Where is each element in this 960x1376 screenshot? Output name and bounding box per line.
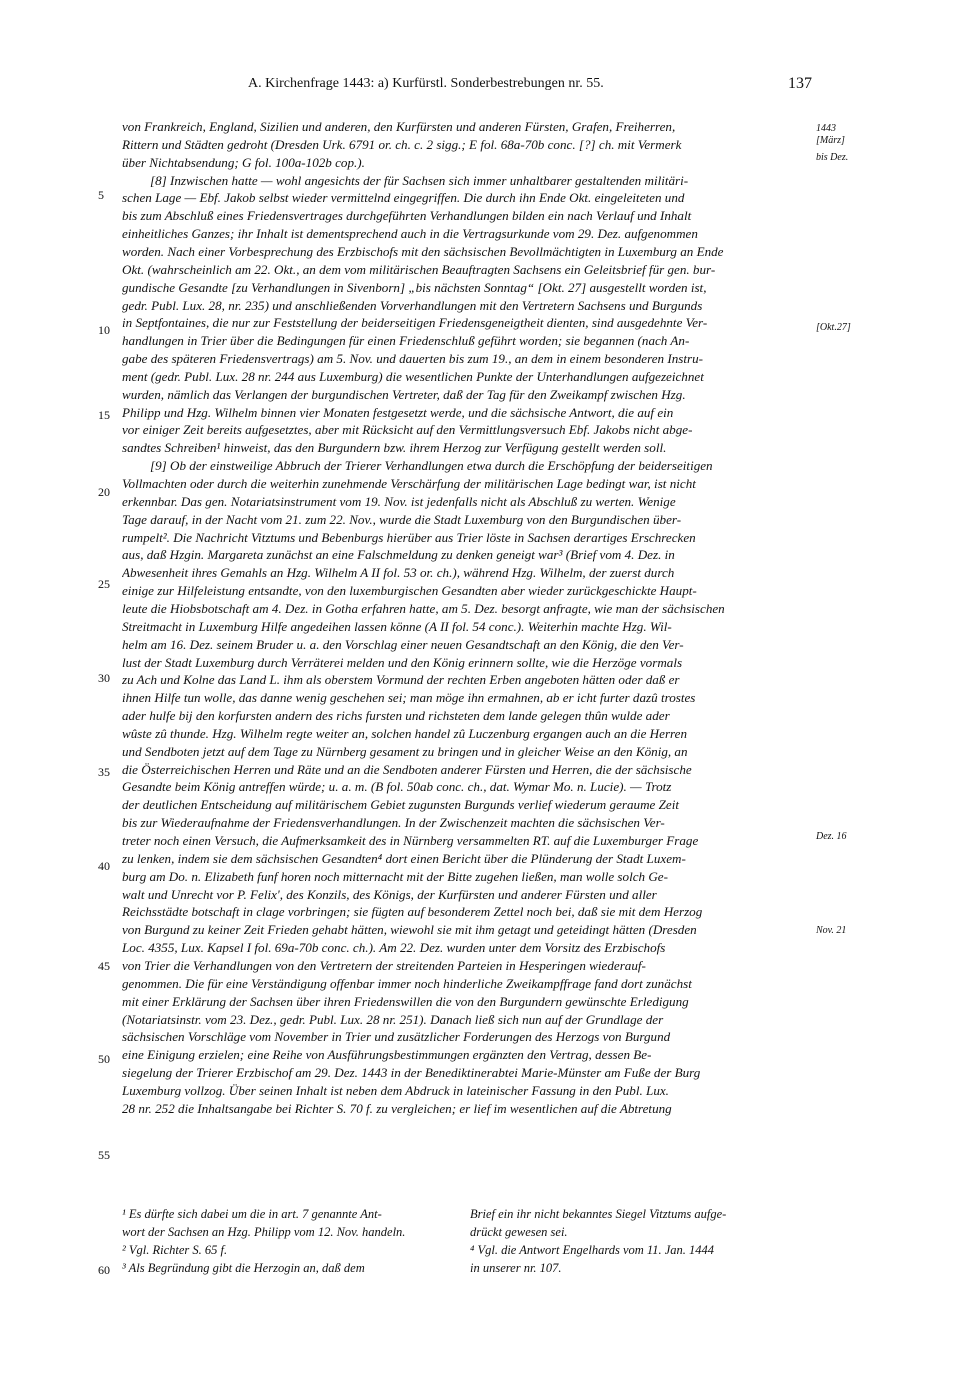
body-line: sandtes Schreiben¹ hinweist, das den Burgundern bzw. ihrem Herzog zur Verfügung gestellt werden soll. — [122, 440, 667, 456]
body-line: über Nichtabsendung; G fol. 100a-102b cop.). — [122, 154, 365, 170]
line-number: 15 — [98, 408, 110, 422]
margin-note-bis-dez: bis Dez. — [816, 152, 849, 163]
line-number: 5 — [98, 188, 104, 202]
body-line: die Österreichischen Herren und Räte und an die Sendboten anderer Fürsten und Herren, die der sächsische — [122, 761, 692, 777]
body-line: 28 nr. 252 die Inhaltsangabe bei Richter S. 70 f. zu vergleichen; er lief im wesentlichen auf die Abtretung — [122, 1100, 672, 1116]
body-line: zu Ach und Kolne das Land L. ihm als oberstem Vormund der rechten Erben angeboten hätten oder daß er — [122, 672, 680, 688]
body-line: helm am 16. Dez. seinem Bruder u. a. den Vorschlag einer neuen Gesandtschaft an den König, die den Ver- — [122, 636, 684, 652]
body-line: handlungen in Trier über die Bedingungen für einen Friedenschluß geführt worden; sie begannen (nach An- — [122, 333, 690, 349]
body-line: Luxemburg vollzog. Über seinen Inhalt ist neben dem Abdruck in lateinischer Fassung in den Publ. Lux. — [122, 1082, 669, 1098]
line-number: 25 — [98, 577, 110, 591]
body-line: Reichsstädte botschaft in clage vorbringen; sie fügten auf besonderem Zettel noch bei, daß sie mit dem Herzog — [122, 904, 703, 920]
body-line: Okt. (wahrscheinlich am 22. Okt., an dem vom militärischen Beauftragten Sachsens ein Geleitsbrief für gen. bur- — [122, 261, 716, 277]
body-line: zu lenken, indem sie dem sächsischen Gesandten⁴ dort einen Bericht über die Plünderung der Stadt Luxem- — [122, 850, 686, 866]
body-line: aus, daß Hzgin. Margareta zunächst an eine Falschmeldung zu denken geneigt war³ (Brief vom 4. Dez. in — [122, 547, 675, 563]
body-line: ihnen Hilfe tun wolle, das danne wenig geschehen sei; man möge ihn ermahnen, ab er icht furter dazû trostes — [122, 690, 696, 706]
line-number: 35 — [98, 765, 110, 779]
body-line: von Trier die Verhandlungen von den Vertretern der streitenden Parteien in Hesperingen wiederauf- — [122, 957, 646, 973]
body-line: erkennbar. Das gen. Notariatsinstrument vom 19. Nov. ist jedenfalls nicht als Abschluß zu werten. Wenige — [122, 493, 676, 509]
footnote-line: ⁴ Vgl. die Antwort Engelhards vom 11. Jan. 1444 — [470, 1243, 715, 1257]
body-line: lust der Stadt Luxemburg durch Verräterei melden und den König erinnern sollte, wie die Herzöge vormals — [122, 654, 683, 670]
line-number: 45 — [98, 959, 110, 973]
body-line: bis zum Abschluß eines Friedensvertrages durchgeführten Verhandlungen bilden ein nach Verlauf und Inhalt — [122, 208, 692, 224]
body-line: sächsischen Vorschläge vom November in Trier und zusätzlicher Forderungen des Herzogs von Burgund — [122, 1029, 671, 1045]
page-header — [0, 76, 960, 98]
body-line: bis zur Wiederaufnahme der Friedensverhandlungen. In der Zwischenzeit machten die sächsischen Ver- — [122, 815, 665, 831]
body-line: ment (gedr. Publ. Lux. 28 nr. 244 aus Luxemburg) die wesentlichen Punkte der Unterhandlungen aufgezeichnet — [122, 368, 704, 384]
body-line: und Sendboten jetzt auf dem Tage zu Nürnberg gesament zu bringen und in gleicher Weise an den König, an — [122, 743, 688, 759]
body-line: walt und Unrecht vor P. Felix', des Konzils, des Königs, der Kurfürsten und anderer Fürsten und aller — [122, 886, 657, 902]
footnote-line: Brief ein ihr nicht bekanntes Siegel Vitztums aufge- — [470, 1207, 727, 1221]
body-line: einheitliches Ganzes; ihr Inhalt ist dementsprechend auch in die Vertragsurkunde vom 29. Dez. aufgenommen — [122, 226, 698, 242]
body-line: wûste zû thunde. Hzg. Wilhelm regte weiter an, solchen handel zû Luczenburg ergangen auch an die Herren — [122, 725, 688, 741]
line-number: 20 — [98, 485, 110, 499]
body-line: eine Einigung erzielen; eine Reihe von Ausführungsbestimmungen ergänzten den Vertrag, dessen Be- — [122, 1047, 652, 1063]
line-number: 40 — [98, 859, 110, 873]
body-line: Gesandte beim König antreffen würde; u. a. m. (B fol. 50ab conc. ch., dat. Wymar Mo. n. Lucie). — Trotz — [122, 779, 672, 795]
body-line: der deutlichen Entscheidung auf militärischem Gebiet zugunsten Burgunds verlief wiederum geraume Zeit — [122, 797, 679, 813]
line-number: 60 — [98, 1263, 110, 1277]
body-line: mit einer Erklärung der Sachsen über ihren Friedenswillen die von den Burgundern gewünschte Erledigung — [122, 993, 689, 1009]
body-line: Tage darauf, in der Nacht vom 21. zum 22. Nov., wurde die Stadt Luxemburg von den Burgundischen über- — [122, 511, 682, 527]
line-number: 55 — [98, 1148, 110, 1162]
body-line: Vollmachten oder durch die weiterhin zunehmende Verschärfung der militärischen Lage bedingt war, ist nicht — [122, 476, 696, 491]
body-line: [9] Ob der einstweilige Abbruch der Trierer Verhandlungen etwa durch die Erschöpfung der beiderseitigen — [150, 458, 713, 474]
margin-note-nov21: Nov. 21 — [816, 925, 847, 936]
body-line: von Burgund zu keiner Zeit Frieden gehabt hätten, wiewohl sie mit ihm getagt und geteidingt hätten (Dresden — [122, 922, 697, 938]
body-line: Abwesenheit ihres Gemahls an Hzg. Wilhelm A II fol. 53 or. ch.), während Hzg. Wilhelm, der zuerst durch — [122, 565, 675, 581]
body-line: in Septfontaines, die nur zur Feststellung der beiderseitigen Friedensgeneigtheit dienten, sind ausgedehnte Ver- — [122, 315, 708, 331]
body-line: treter noch einen Versuch, die Aufmerksamkeit des in Nürnberg versammelten RT. auf die Luxemburger Frage — [122, 833, 699, 848]
footnote-line: in unserer nr. 107. — [470, 1261, 562, 1275]
body-line: Loc. 4355, Lux. Kapsel I fol. 69a-70b conc. ch.). Am 22. Dez. wurden unter dem Vorsitz des Erzbischofs — [122, 940, 666, 956]
body-line: burg am Do. n. Elizabeth funf horen noch mitternacht mit der Bitte zugehen ließen, man wolle solch Ge- — [122, 868, 668, 884]
margin-note-maerz: [März] — [816, 135, 845, 146]
line-number: 30 — [98, 671, 110, 685]
body-line: von Frankreich, England, Sizilien und anderen, den Kurfürsten und anderen Fürsten, Grafen, Freiherren, — [122, 119, 676, 134]
page-number: 137 — [788, 75, 812, 92]
body-line: schen Lage — Ebf. Jakob selbst wieder vermittelnd eingegriffen. Die durch ihn Ende Okt. eingeleiteten und — [122, 190, 685, 206]
line-number: 50 — [98, 1052, 110, 1066]
body-line: siegelung der Trierer Erzbischof am 29. Dez. 1443 in der Benediktinerabtei Marie-Münster am Fuße der Burg — [122, 1065, 701, 1081]
body-line: gedr. Publ. Lux. 28, nr. 235) und anschließenden Vorverhandlungen mit den Vertretern Sachsens und Burgunds — [122, 297, 703, 313]
body-line: Streitmacht in Luxemburg Hilfe angedeihen lassen könne (A II fol. 54 conc.). Weiterhin machte Hzg. Wil- — [122, 618, 672, 634]
footnote-line: drückt gewesen sei. — [470, 1225, 568, 1239]
body-line: worden. Nach einer Vorbesprechung des Erzbischofs mit den sächsischen Bevollmächtigten in Luxemburg an Ende — [122, 243, 724, 259]
body-line: gabe des späteren Friedensvertrags) am 5. Nov. und dauerten bis zum 19., an dem in einem besonderen Instru- — [122, 351, 704, 367]
footnote-line: ³ Als Begründung gibt die Herzogin an, daß dem — [122, 1261, 365, 1275]
body-line: Philipp und Hzg. Wilhelm binnen vier Monaten festgesetzt werde, und die sächsische Antwort, die auf ein — [122, 404, 674, 420]
footnote-line: wort der Sachsen an Hzg. Philipp vom 12. Nov. handeln. — [122, 1225, 406, 1239]
footnote-line: ² Vgl. Richter S. 65 f. — [122, 1243, 228, 1257]
body-line: einige zur Hilfeleistung entsandte, von den luxemburgischen Gesandten aber wieder zurückgeschickte Haupt- — [122, 583, 697, 599]
body-line: ader hulfe bij den korfursten andern des richs fursten und richsteten dem lande gelegen thûn wulde ader — [122, 708, 670, 724]
body-line: (Notariatsinstr. vom 23. Dez., gedr. Publ. Lux. 28 nr. 251). Danach ließ sich nun auf der Grundlage der — [122, 1011, 664, 1027]
body-line: wurden, nämlich das Verlangen der burgundischen Vertreter, daß der Tag für den Zweikampf zwischen Hzg. — [122, 386, 686, 402]
body-line: [8] Inzwischen hatte — wohl angesichts der für Sachsen sich immer unhaltbarer gestaltenden militäri- — [150, 172, 689, 188]
margin-note-dez16: Dez. 16 — [816, 831, 847, 842]
body-line: leute die Hiobsbotschaft am 4. Dez. in Gotha erfahren hatte, am 5. Dez. besorgt anfragte, wie man der sächsischen — [122, 600, 725, 616]
body-line: genommen. Die für eine Verständigung offenbar immer noch hinderliche Zweikampffrage fand dort zunächst — [122, 975, 692, 991]
body-line: vor einiger Zeit bereits aufgesetztes, aber mit Rücksicht auf den Vermittlungsversuch Ebf. Jakobs nicht abge- — [122, 422, 693, 438]
margin-note-okt27: [Okt.27] — [816, 322, 851, 333]
body-line: gundische Gesandte [zu Verhandlungen in Sivenborn] „bis nächsten Sonntag“ [Okt. 27] ausgestellt worden ist, — [122, 279, 707, 295]
margin-note-year: 1443 — [816, 123, 836, 134]
footnote-line: ¹ Es dürfte sich dabei um die in art. 7 genannte Ant- — [122, 1207, 382, 1221]
body-line: Rittern und Städten gedroht (Dresden Urk. 6791 or. ch. c. 2 sigg.; E fol. 68a-70b conc. [?] ch. mit Vermerk — [122, 136, 682, 152]
running-title: A. Kirchenfrage 1443: a) Kurfürstl. Sonderbestrebungen nr. 55. — [248, 76, 604, 91]
line-number: 10 — [98, 323, 110, 337]
body-line: rumpelt². Die Nachricht Vitztums und Bebenburgs hierüber aus Trier löste in Sachsen derartiges Erschrecken — [122, 529, 696, 545]
